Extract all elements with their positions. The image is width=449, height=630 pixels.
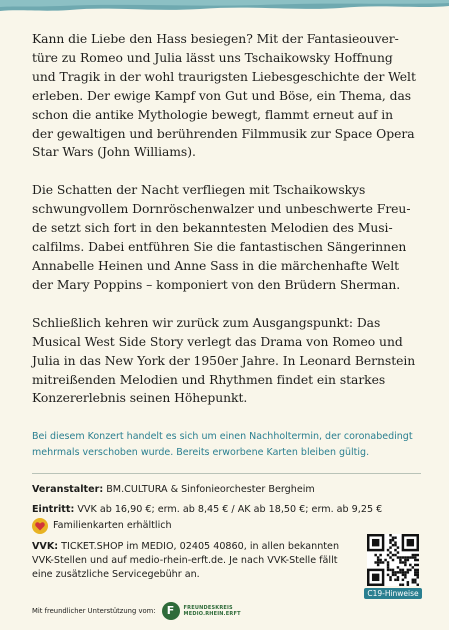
sponsor-text: Mit freundlicher Unterstützung vom: [32,607,156,616]
event-info [32,483,422,620]
divider [32,473,421,474]
text-line: der Mary Poppins – komponiert von den Brüdern Sherman. [32,277,401,292]
text-line: calfilms. Dabei entführen Sie die fantastischen Sängerinnen [32,240,407,255]
admission-prices: VVK ab 16,90 €; erm. ab 8,45 € / AK ab 18,50 €; erm. ab 9,25 € [74,504,383,516]
text-line: Kann die Liebe den Hass besiegen? Mit der Fantasieouver- [32,32,399,46]
heart-icon [32,518,48,534]
text-line: schon die antike Mythologie bewegt, flammt erneut auf in [32,107,394,122]
vvk-line: TICKET.SHOP im MEDIO, 02405 40860, in allen bekannten [58,541,340,553]
text-line: Die Schatten der Nacht verfliegen mit Tschaikowskys [32,183,366,198]
logo-line: FREUNDESKREIS [183,605,233,612]
text-line: Julia in das New York der 1950er Jahre. In Leonard Bernstein [32,353,416,368]
logo-letter: F [166,604,175,618]
paragraph-west-side-story [32,314,422,409]
text-line: schwungvollem Dornröschenwalzer und unbeschwerte Freu- [32,202,411,217]
sponsor-row [32,602,422,620]
note-line: Bei diesem Konzert handelt es sich um einen Nachholtermin, der coronabedingt [32,431,413,443]
vvk-label: VVK: [32,541,59,553]
text-line: mitreißenden Melodien und Rhythmen findet ein starkes [32,372,386,387]
vvk-line: VVK-Stellen und auf medio-rhein-erft.de. Je nach VVK-Stelle fällt [32,555,338,567]
text-line: der gewaltigen und berührenden Filmmusik zur Space Opera [32,126,415,141]
vvk-section [32,540,422,599]
family-tickets [32,518,422,534]
organizer-row [32,483,422,497]
admission-label: Eintritt: [32,504,75,516]
paragraph-romeo-julia [32,30,422,162]
vvk-row [32,540,342,582]
brush-stroke-header [0,0,449,16]
logo-line: MEDIO.RHEIN.ERFT [183,611,241,618]
freundeskreis-logo-icon [162,602,180,620]
paragraph-mary-poppins [32,181,422,294]
admission-row [32,503,422,534]
qr-label: C19-Hinweise [364,588,421,599]
text-line: Musical West Side Story verlegt das Drama von Romeo und [32,334,403,349]
reschedule-note [32,427,422,461]
text-line: Konzererlebnis seinen Höhepunkt. [32,391,248,406]
qr-code-block[interactable] [364,534,422,599]
family-tickets-label: Familienkarten erhältlich [53,520,172,532]
text-line: Annabelle Heinen und Anne Sass in die märchenhafte Welt [32,258,400,273]
logo-wordmark [184,605,241,617]
text-line: Star Wars (John Williams). [32,145,196,160]
text-line: Schließlich kehren wir zurück zum Ausgangspunkt: Das [32,315,381,330]
text-line: türe zu Romeo und Julia lässt uns Tschaikowsky Hoffnung [32,50,393,65]
text-line: erleben. Der ewige Kampf von Gut und Böse, ein Thema, das [32,88,412,103]
qr-code-icon[interactable] [367,534,419,586]
text-line: de setzt sich fort in den bekanntesten Melodien des Musi- [32,221,393,236]
vvk-line: eine zusätzliche Servicegebühr an. [32,569,200,581]
flyer-content [32,30,422,620]
note-line: mehrmals verschoben wurde. Bereits erworbene Karten bleiben gültig. [32,447,370,459]
organizer-value: BM.CULTURA & Sinfonieorchester Bergheim [103,484,315,496]
text-line: und Tragik in der wohl traurigsten Liebesgeschichte der Welt [32,69,416,84]
organizer-label: Veranstalter: [32,484,104,496]
